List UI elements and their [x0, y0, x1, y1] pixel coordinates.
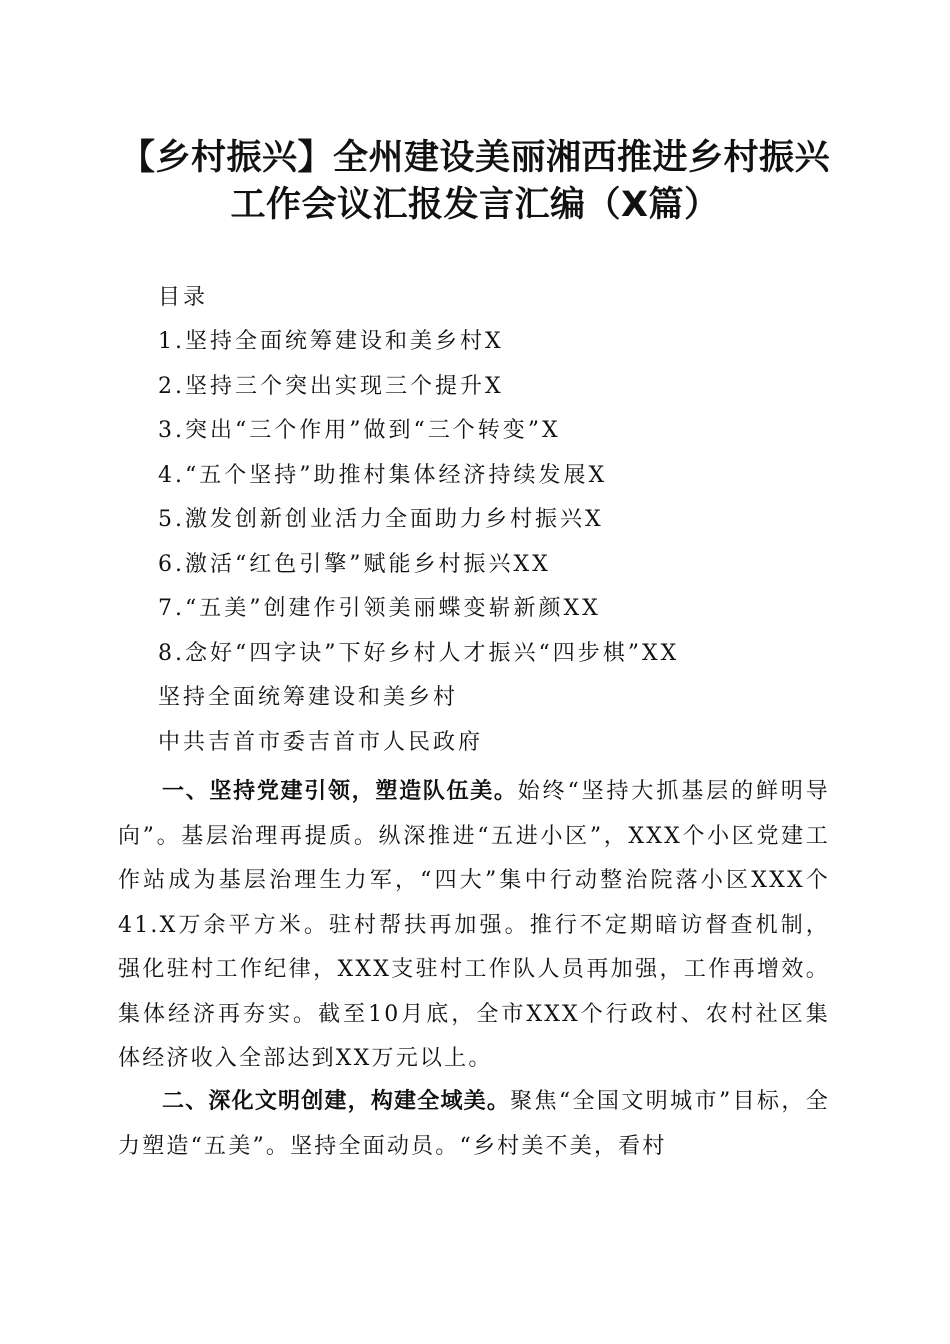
paragraph-text: 聚焦“全国文明城市”目标，全力塑造“五美”。坚持全面动员。“乡村美不美，看村 — [118, 1089, 830, 1159]
toc-item: 7.“五美”创建作引领美丽蝶变崭新颜XX — [158, 596, 601, 621]
toc-item: 1.坚持全面统筹建设和美乡村X — [158, 329, 504, 354]
document-title-line-2: 工作会议汇报发言汇编（X篇） — [230, 185, 720, 225]
paragraph-lead: 二、深化文明创建，构建全域美。 — [162, 1089, 511, 1114]
document-title-line-1: 【乡村振兴】全州建设美丽湘西推进乡村振兴 — [119, 138, 830, 178]
article-author: 中共吉首市委吉首市人民政府 — [158, 730, 484, 755]
paragraph-text: 始终“坚持大抓基层的鲜明导向”。基层治理再提质。纵深推进“五进小区”，XXX个小区党建工作站成为基层治理生力军，“四大”集中行动整治院落小区XXX个41.X万余平方米。驻村帮扶再加强。推行不定期暗访督查机制，强化驻村工作纪律，XXX支驻村工作队人员再加强，工作再增效。集体经济再夯实。截至10月底，全市XXX个行政村、农村社区集体经济收入全部达到XX万元以上。 — [118, 779, 830, 1070]
toc-item: 2.坚持三个突出实现三个提升X — [158, 374, 504, 399]
toc-item: 4.“五个坚持”助推村集体经济持续发展X — [158, 463, 608, 488]
toc-heading: 目录 — [158, 285, 209, 310]
toc-item: 8.念好“四字诀”下好乡村人才振兴“四步棋”XX — [158, 641, 680, 666]
body-paragraph-2 — [118, 1080, 830, 1172]
paragraph-lead: 一、坚持党建引领，塑造队伍美。 — [162, 779, 518, 804]
toc-item: 5.激发创新创业活力全面助力乡村振兴X — [158, 507, 604, 532]
article-title: 坚持全面统筹建设和美乡村 — [158, 685, 459, 710]
toc-item: 3.突出“三个作用”做到“三个转变”X — [158, 418, 561, 443]
toc-item: 6.激活“红色引擎”赋能乡村振兴XX — [158, 552, 551, 577]
body-paragraph-1 — [118, 770, 830, 1070]
